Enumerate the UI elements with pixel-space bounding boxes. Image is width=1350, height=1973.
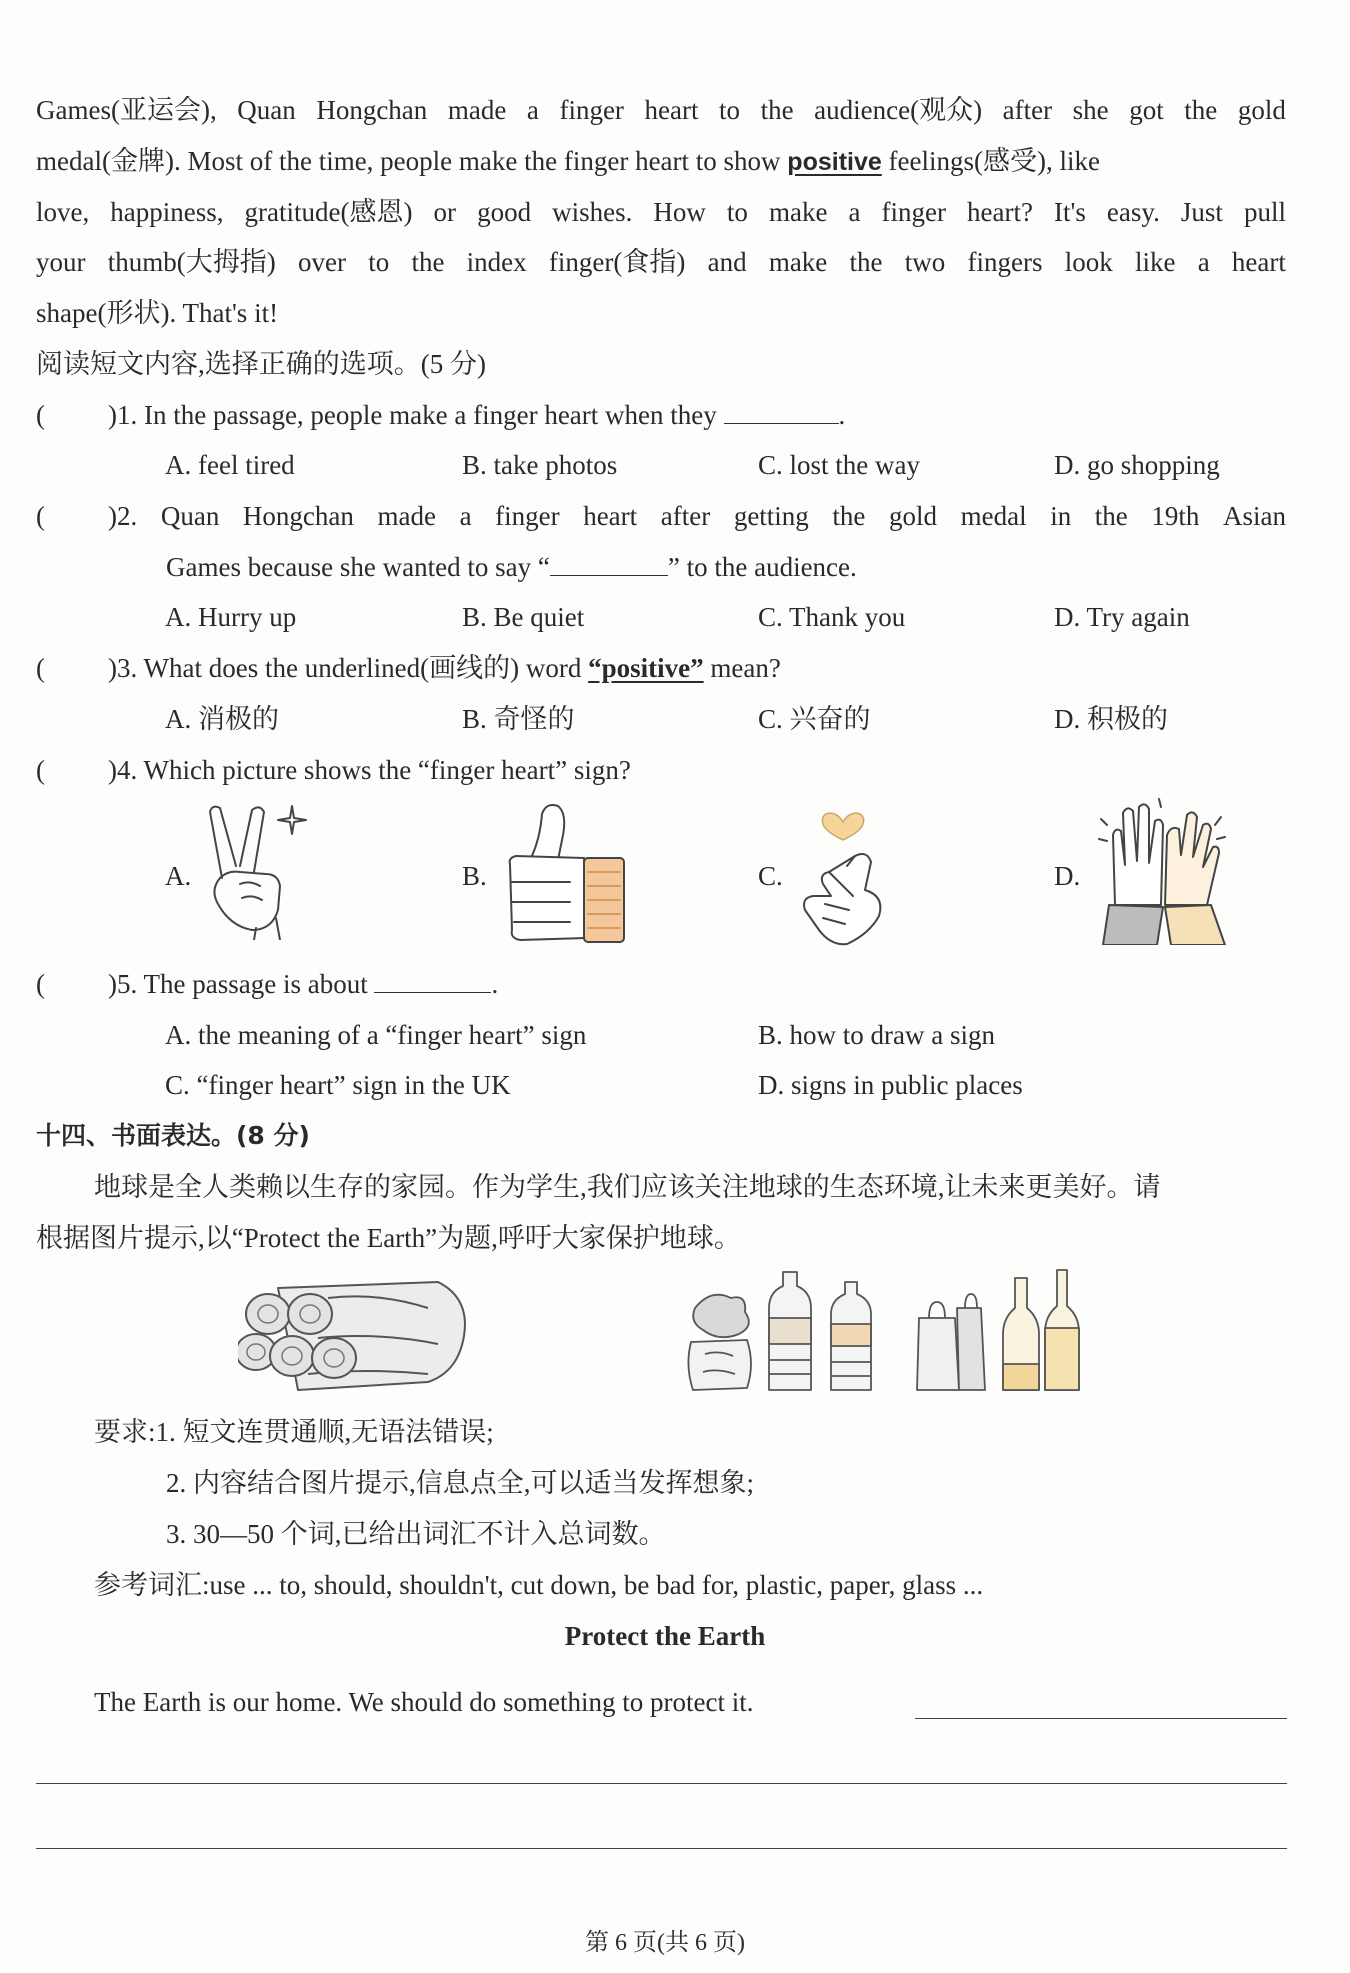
q3-keyword: “positive” — [588, 653, 704, 683]
q2-option-c[interactable]: C. Thank you — [758, 602, 906, 632]
question-2-stem — [108, 498, 1286, 534]
plastic-items-icon — [685, 1268, 895, 1398]
word: a — [526, 95, 539, 125]
word: Just — [1180, 197, 1223, 227]
q5-option-c[interactable]: C. “finger heart” sign in the UK — [165, 1070, 511, 1100]
word: Quan — [160, 501, 220, 531]
word: the — [411, 247, 445, 277]
requirements — [94, 1414, 1286, 1450]
reference-vocab: 参考词汇:use ... to, should, shouldn't, cut down, be bad for, plastic, paper, glass ... — [94, 1570, 984, 1600]
word: It's — [1053, 197, 1086, 227]
q3-option-b[interactable]: B. 奇怪的 — [462, 704, 575, 734]
answer-paren-4[interactable]: ( — [36, 755, 45, 785]
word: easy. — [1106, 197, 1160, 227]
essay-title: Protect the Earth — [564, 1621, 766, 1651]
answer-paren-5[interactable]: ( — [36, 969, 45, 999]
q4-option-c[interactable]: C. — [758, 861, 783, 891]
word: made — [377, 501, 436, 531]
essay-start: The Earth is our home. We should do something to protect it. — [94, 1687, 754, 1717]
q5-option-d[interactable]: D. signs in public places — [758, 1070, 1023, 1100]
word: gratitude(感恩) — [244, 197, 413, 227]
word: happiness, — [110, 197, 224, 227]
word: )2. — [108, 501, 138, 531]
paper-glass-icon — [915, 1268, 1085, 1398]
word: the — [1184, 95, 1218, 125]
word: getting — [733, 501, 809, 531]
q3-option-d[interactable]: D. 积极的 — [1054, 704, 1168, 734]
question-5-stem — [108, 966, 498, 1002]
word: Asian — [1223, 501, 1286, 531]
q3-stem-text: )3. What does the underlined(画线的) word — [108, 653, 589, 683]
answer-paren-3[interactable]: ( — [36, 653, 45, 683]
word: heart — [1231, 247, 1286, 277]
question-1-stem — [108, 397, 845, 433]
word: Hongchan — [316, 95, 428, 125]
word: the — [832, 501, 866, 531]
word: after — [1002, 95, 1053, 125]
word: made — [447, 95, 507, 125]
word: your — [36, 247, 86, 277]
writing-heading: 十四、书面表达。(8 分) — [36, 1121, 310, 1150]
word: index — [466, 247, 527, 277]
word: Games(亚运会), — [36, 95, 217, 125]
writing-line-3[interactable] — [36, 1848, 1287, 1849]
word: medal — [960, 501, 1027, 531]
answer-paren-2[interactable]: ( — [36, 501, 45, 531]
q5-stem-end: . — [491, 969, 499, 999]
q3-option-c[interactable]: C. 兴奋的 — [758, 704, 871, 734]
question-3-stem — [108, 650, 781, 686]
q4-option-b[interactable]: B. — [462, 861, 487, 891]
word: heart — [583, 501, 638, 531]
word: heart — [644, 95, 699, 125]
word: love, — [36, 197, 90, 227]
logs-icon — [238, 1278, 478, 1398]
question-4-stem: )4. Which picture shows the “finger heart” sign? — [108, 755, 631, 785]
q5-blank — [374, 968, 491, 993]
q1-option-c[interactable]: C. lost the way — [758, 450, 920, 480]
passage-line-4 — [36, 244, 1286, 280]
passage-line-1 — [36, 92, 1286, 128]
word: to — [368, 247, 390, 277]
word: to — [726, 197, 748, 227]
q1-blank — [724, 399, 839, 424]
word: pull — [1243, 197, 1286, 227]
passage-line-2 — [36, 143, 1286, 180]
q4-option-a[interactable]: A. — [165, 861, 192, 891]
word: the — [760, 95, 794, 125]
q2-blank — [550, 551, 668, 576]
word: gold — [889, 501, 938, 531]
word: the — [1094, 501, 1128, 531]
thumbs-up-icon — [500, 800, 630, 950]
word: she — [1072, 95, 1109, 125]
word: gold — [1237, 95, 1286, 125]
word: finger — [559, 95, 624, 125]
word: after — [660, 501, 711, 531]
writing-line-1[interactable] — [915, 1718, 1287, 1719]
q2-option-d[interactable]: D. Try again — [1054, 602, 1190, 632]
victory-hand-icon — [200, 800, 310, 940]
word: finger — [881, 197, 946, 227]
passage-text: medal(金牌). Most of the time, people make the finger heart to show — [36, 146, 788, 176]
q4-option-d[interactable]: D. — [1054, 861, 1081, 891]
word: finger — [495, 501, 560, 531]
word: audience(观众) — [814, 95, 983, 125]
word: like — [1134, 247, 1176, 277]
word: make — [768, 247, 828, 277]
word: over — [297, 247, 346, 277]
q1-option-b[interactable]: B. take photos — [462, 450, 618, 480]
keyword-positive: positive — [787, 148, 882, 176]
q2-stem-text: Games because she wanted to say “ — [166, 552, 550, 582]
word: heart? — [966, 197, 1033, 227]
word: in — [1050, 501, 1072, 531]
word: make — [768, 197, 828, 227]
word: good — [477, 197, 532, 227]
passage-line-3 — [36, 194, 1286, 230]
passage-text: feelings(感受), like — [881, 146, 1100, 176]
word: a — [1197, 247, 1210, 277]
q1-option-d[interactable]: D. go shopping — [1054, 450, 1220, 480]
word: wishes. — [552, 197, 633, 227]
q2-option-b[interactable]: B. Be quiet — [462, 602, 585, 632]
q5-option-a[interactable]: A. the meaning of a “finger heart” sign — [165, 1020, 587, 1050]
writing-intro-2: 根据图片提示,以“Protect the Earth”为题,呼吁大家保护地球。 — [36, 1223, 741, 1253]
reading-instruction: 阅读短文内容,选择正确的选项。(5 分) — [36, 349, 486, 379]
high-five-icon — [1095, 795, 1230, 945]
word: to — [719, 95, 741, 125]
word: Hongchan — [242, 501, 354, 531]
word: a — [459, 501, 472, 531]
answer-paren-1[interactable]: ( — [36, 400, 45, 430]
requirement-1: 1. 短文连贯通顺,无语法错误; — [155, 1417, 494, 1447]
q2-stem-end: ” to the audience. — [667, 552, 857, 582]
word: two — [904, 247, 946, 277]
word: and — [707, 247, 747, 277]
requirement-2: 2. 内容结合图片提示,信息点全,可以适当发挥想象; — [166, 1468, 755, 1498]
word: Quan — [237, 95, 296, 125]
passage-line-5: shape(形状). That's it! — [36, 298, 279, 328]
word: How — [653, 197, 706, 227]
q1-option-a[interactable]: A. feel tired — [165, 450, 295, 480]
word: finger(食指) — [548, 247, 686, 277]
question-2-stem-cont — [166, 549, 857, 585]
q5-option-b[interactable]: B. how to draw a sign — [758, 1020, 995, 1050]
q3-stem-end: mean? — [703, 653, 781, 683]
word: thumb(大拇指) — [107, 247, 276, 277]
word: got — [1129, 95, 1164, 125]
page-footer: 第 6 页(共 6 页) — [585, 1930, 745, 1956]
word: or — [433, 197, 457, 227]
q1-stem-text: )1. In the passage, people make a finger heart when they — [108, 400, 724, 430]
requirements-label: 要求: — [94, 1417, 156, 1447]
q2-option-a[interactable]: A. Hurry up — [165, 602, 297, 632]
writing-intro-1: 地球是全人类赖以生存的家园。作为学生,我们应该关注地球的生态环境,让未来更美好。请 — [94, 1172, 1161, 1202]
word: fingers — [967, 247, 1043, 277]
q3-option-a[interactable]: A. 消极的 — [165, 704, 279, 734]
q1-stem-end: . — [838, 400, 846, 430]
requirement-3: 3. 30—50 个词,已给出词汇不计入总词数。 — [166, 1519, 666, 1549]
word: the — [849, 247, 883, 277]
finger-heart-icon — [795, 800, 895, 950]
writing-line-2[interactable] — [36, 1783, 1287, 1784]
q5-stem-text: )5. The passage is about — [108, 969, 375, 999]
word: a — [848, 197, 861, 227]
word: 19th — [1151, 501, 1200, 531]
word: look — [1064, 247, 1113, 277]
